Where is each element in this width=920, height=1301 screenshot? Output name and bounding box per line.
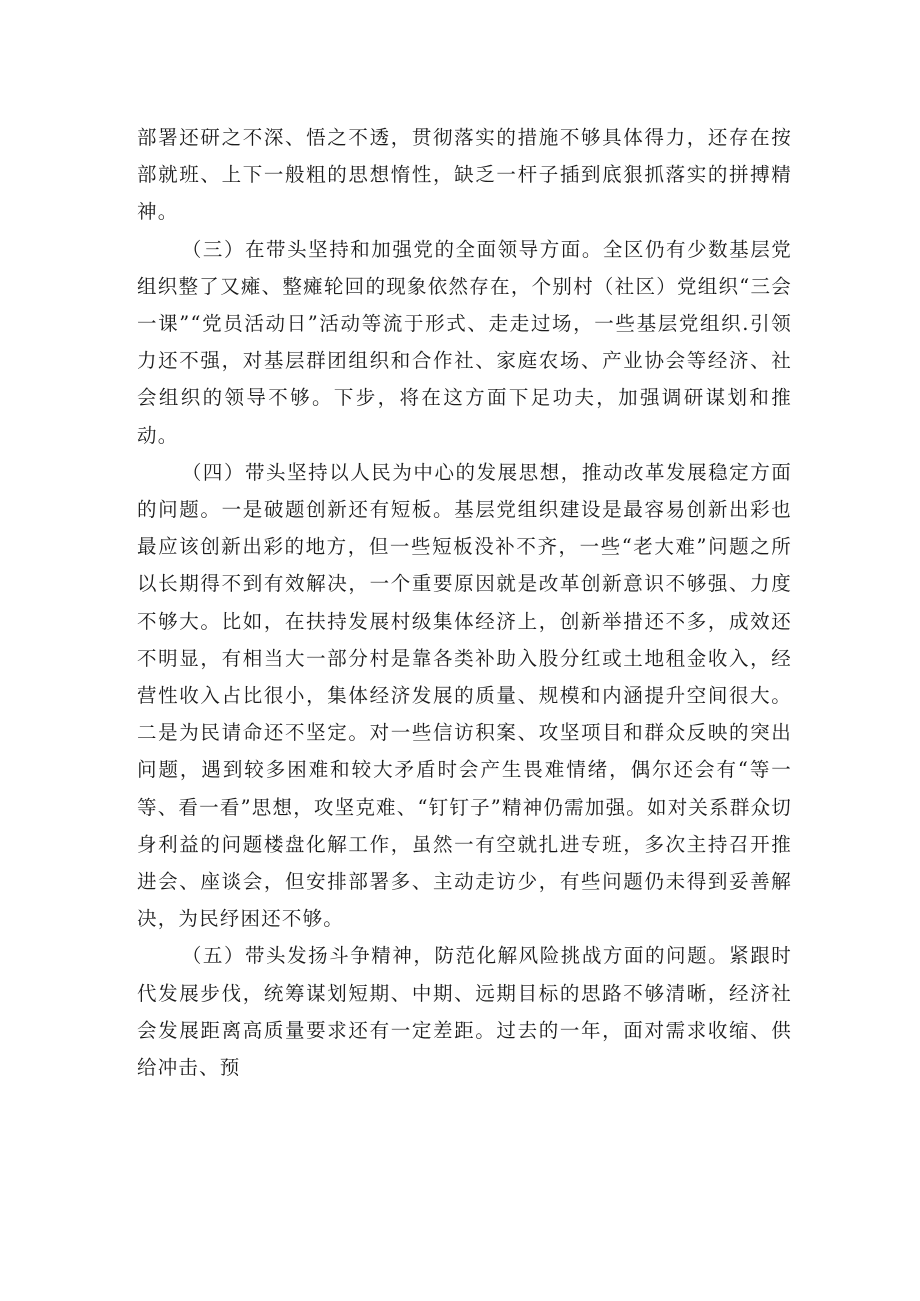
paragraph-section-3: （三）在带头坚持和加强党的全面领导方面。全区仍有少数基层党组织整了又瘫、整瘫轮回的现象依然存在，个别村（社区）党组织“三会一课”“党员活动日”活动等流于形式、走走过场，一些基层党组织.引领力还不强，对基层群团组织和合作社、家庭农场、产业协会等经济、社会组织的领导不够。下步，将在这方面下足功夫，加强调研谋划和推动。: [137, 237, 792, 447]
paragraph-section-4: （四）带头坚持以人民为中心的发展思想，推动改革发展稳定方面的问题。一是破题创新还有短板。基层党组织建设是最容易创新出彩也最应该创新出彩的地方，但一些短板没补不齐，一些“老大难”问题之所以长期得不到有效解决，一个重要原因就是改革创新意识不够强、力度不够大。比如，在扶持发展村级集体经济上，创新举措还不多，成效还不明显，有相当大一部分村是靠各类补助入股分红或土地租金收入，经营性收入占比很小，集体经济发展的质量、规模和内涵提升空间很大。二是为民请命还不坚定。对一些信访积案、攻坚项目和群众反映的突出问题，遇到较多困难和较大矛盾时会产生畏难情绪，偶尔还会有“等一等、看一看”思想，攻坚克难、“钉钉子”精神仍需加强。如对关系群众切身利益的问题楼盘化解工作，虽然一有空就扎进专班，多次主持召开推进会、座谈会，但安排部署多、主动走访少，有些问题仍未得到妥善解决，为民纾困还不够。: [137, 460, 792, 931]
paragraph-section-5: （五）带头发扬斗争精神，防范化解风险挑战方面的问题。紧跟时代发展步伐，统筹谋划短期、中期、远期目标的思路不够清晰，经济社会发展距离高质量要求还有一定差距。过去的一年，面对需求收缩、供给冲击、预: [137, 944, 792, 1080]
document-body: [137, 119, 792, 1086]
paragraph-continuation: 部署还研之不深、悟之不透，贯彻落实的措施不够具体得力，还存在按部就班、上下一般粗的思想惰性，缺乏一杆子插到底狠抓落实的拼搏精神。: [137, 126, 792, 224]
